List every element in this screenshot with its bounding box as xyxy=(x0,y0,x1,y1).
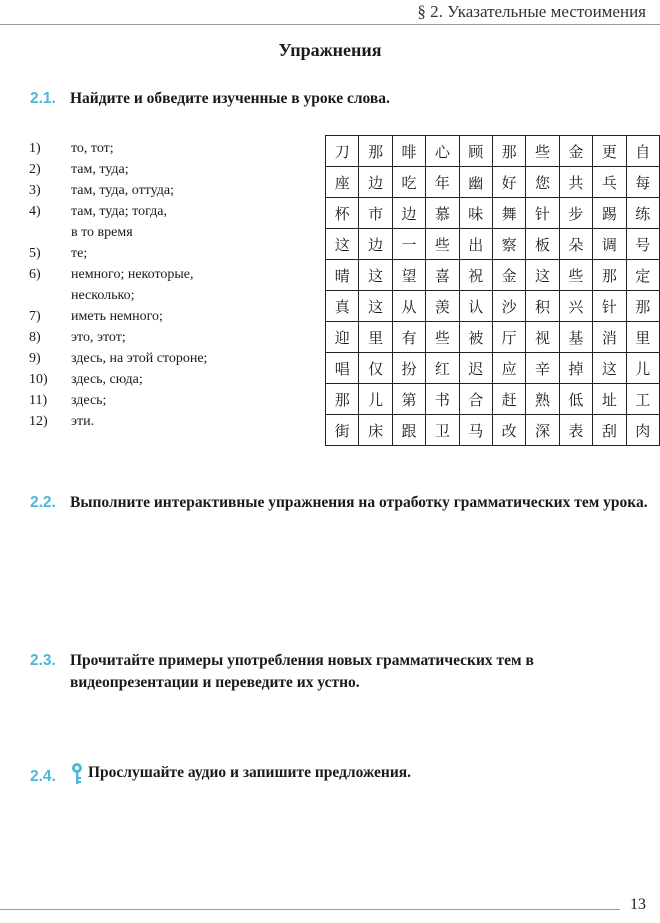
word-list-item xyxy=(29,264,291,285)
word-list-meaning: в то время xyxy=(71,225,133,240)
word-list-meaning: иметь немного; xyxy=(71,309,163,324)
grid-cell[interactable]: 这 xyxy=(359,291,392,322)
grid-row xyxy=(326,415,660,446)
exercise-instruction: Прочитайте примеры употребления новых грамматических тем в видеопрезентации и переведите их устно. xyxy=(70,652,534,691)
grid-cell[interactable]: 心 xyxy=(426,136,459,167)
word-list-item xyxy=(29,348,291,369)
grid-row xyxy=(326,136,660,167)
grid-cell[interactable]: 出 xyxy=(459,229,492,260)
grid-cell[interactable]: 那 xyxy=(593,260,626,291)
word-list-number xyxy=(29,285,71,306)
word-list-item xyxy=(29,285,291,306)
grid-cell[interactable]: 书 xyxy=(426,384,459,415)
grid-cell[interactable]: 边 xyxy=(359,167,392,198)
grid-cell[interactable]: 真 xyxy=(326,291,359,322)
grid-cell[interactable]: 这 xyxy=(326,229,359,260)
grid-cell[interactable]: 认 xyxy=(459,291,492,322)
grid-cell[interactable]: 兴 xyxy=(559,291,592,322)
grid-cell[interactable]: 共 xyxy=(559,167,592,198)
word-list-number xyxy=(29,222,71,243)
grid-cell[interactable]: 从 xyxy=(392,291,425,322)
word-list-number: 9) xyxy=(29,351,41,366)
grid-cell[interactable]: 朵 xyxy=(559,229,592,260)
grid-cell[interactable]: 望 xyxy=(392,260,425,291)
grid-cell[interactable]: 辛 xyxy=(526,353,559,384)
grid-cell[interactable]: 边 xyxy=(359,229,392,260)
word-list xyxy=(29,138,291,432)
grid-cell[interactable]: 被 xyxy=(459,322,492,353)
grid-cell[interactable]: 市 xyxy=(359,198,392,229)
word-list-number: 7) xyxy=(29,309,41,324)
grid-row xyxy=(326,229,660,260)
grid-cell[interactable]: 这 xyxy=(526,260,559,291)
grid-row xyxy=(326,260,660,291)
word-list-item xyxy=(29,390,291,411)
grid-cell[interactable]: 这 xyxy=(593,353,626,384)
grid-cell[interactable]: 深 xyxy=(526,415,559,446)
word-list-meaning: те; xyxy=(71,246,88,261)
grid-cell[interactable]: 马 xyxy=(459,415,492,446)
grid-cell[interactable]: 味 xyxy=(459,198,492,229)
footer-rule xyxy=(0,909,620,910)
grid-cell[interactable]: 喜 xyxy=(426,260,459,291)
grid-cell[interactable]: 扮 xyxy=(392,353,425,384)
word-list-number: 12) xyxy=(29,414,48,429)
grid-cell[interactable]: 好 xyxy=(492,167,525,198)
word-list-item xyxy=(29,369,291,390)
word-list-meaning: эти. xyxy=(71,414,95,429)
grid-cell[interactable]: 刀 xyxy=(326,136,359,167)
grid-cell[interactable]: 掉 xyxy=(559,353,592,384)
grid-cell[interactable]: 杯 xyxy=(326,198,359,229)
word-list-meaning: здесь; xyxy=(71,393,107,408)
word-list-meaning: немного; некоторые, xyxy=(71,267,194,282)
exercise-2-1 xyxy=(30,88,390,110)
grid-cell[interactable]: 消 xyxy=(593,322,626,353)
word-list-number: 11) xyxy=(29,393,48,408)
word-list-item xyxy=(29,327,291,348)
grid-cell[interactable]: 些 xyxy=(526,136,559,167)
grid-cell[interactable]: 板 xyxy=(526,229,559,260)
grid-cell[interactable]: 那 xyxy=(326,384,359,415)
grid-cell[interactable]: 这 xyxy=(359,260,392,291)
word-list-number: 1) xyxy=(29,141,41,156)
word-list-meaning: это, этот; xyxy=(71,330,126,345)
grid-cell[interactable]: 合 xyxy=(459,384,492,415)
word-list-item xyxy=(29,201,291,222)
section-title: Упражнения xyxy=(278,40,382,60)
grid-row xyxy=(326,384,660,415)
grid-cell[interactable]: 那 xyxy=(626,291,659,322)
grid-cell[interactable]: 里 xyxy=(359,322,392,353)
grid-cell[interactable]: 步 xyxy=(559,198,592,229)
key-icon xyxy=(70,762,84,793)
grid-cell[interactable]: 基 xyxy=(559,322,592,353)
word-list-number: 6) xyxy=(29,267,41,282)
word-list-item xyxy=(29,306,291,327)
grid-cell[interactable]: 边 xyxy=(392,198,425,229)
grid-cell[interactable]: 些 xyxy=(559,260,592,291)
exercise-instruction: Прослушайте аудио и запишите предложения. xyxy=(88,764,412,781)
grid-cell[interactable]: 工 xyxy=(626,384,659,415)
grid-cell[interactable]: 座 xyxy=(326,167,359,198)
grid-cell[interactable]: 一 xyxy=(392,229,425,260)
word-list-number: 4) xyxy=(29,204,41,219)
grid-row xyxy=(326,353,660,384)
exercise-number: 2.1. xyxy=(30,90,56,107)
grid-cell[interactable]: 察 xyxy=(492,229,525,260)
grid-cell[interactable]: 幽 xyxy=(459,167,492,198)
grid-cell[interactable]: 针 xyxy=(593,291,626,322)
grid-cell[interactable]: 迟 xyxy=(459,353,492,384)
grid-cell[interactable]: 视 xyxy=(526,322,559,353)
grid-cell[interactable]: 些 xyxy=(426,229,459,260)
grid-cell[interactable]: 舞 xyxy=(492,198,525,229)
grid-cell[interactable]: 顾 xyxy=(459,136,492,167)
grid-cell[interactable]: 改 xyxy=(492,415,525,446)
grid-cell[interactable]: 些 xyxy=(426,322,459,353)
word-list-number: 5) xyxy=(29,246,41,261)
word-list-item xyxy=(29,138,291,159)
grid-cell[interactable]: 第 xyxy=(392,384,425,415)
grid-cell[interactable]: 红 xyxy=(426,353,459,384)
grid-cell[interactable]: 号 xyxy=(626,229,659,260)
grid-cell[interactable]: 积 xyxy=(526,291,559,322)
grid-cell[interactable]: 表 xyxy=(559,415,592,446)
grid-cell[interactable]: 更 xyxy=(593,136,626,167)
grid-cell[interactable]: 卫 xyxy=(426,415,459,446)
grid-cell[interactable]: 刮 xyxy=(593,415,626,446)
grid-cell[interactable]: 金 xyxy=(492,260,525,291)
exercise-2-2 xyxy=(30,492,650,514)
grid-cell[interactable]: 肉 xyxy=(626,415,659,446)
word-list-item xyxy=(29,243,291,264)
running-head: § 2. Указательные местоимения xyxy=(417,2,646,21)
grid-cell[interactable]: 定 xyxy=(626,260,659,291)
grid-cell[interactable]: 沙 xyxy=(492,291,525,322)
grid-cell[interactable]: 厅 xyxy=(492,322,525,353)
word-list-item xyxy=(29,180,291,201)
grid-cell[interactable]: 那 xyxy=(492,136,525,167)
grid-row xyxy=(326,291,660,322)
word-list-number: 3) xyxy=(29,183,41,198)
grid-cell[interactable]: 乓 xyxy=(593,167,626,198)
grid-cell[interactable]: 每 xyxy=(626,167,659,198)
grid-cell[interactable]: 针 xyxy=(526,198,559,229)
grid-cell[interactable]: 晴 xyxy=(326,260,359,291)
grid-cell[interactable]: 仅 xyxy=(359,353,392,384)
grid-cell[interactable]: 啡 xyxy=(392,136,425,167)
word-list-meaning: несколько; xyxy=(71,288,135,303)
grid-cell[interactable]: 儿 xyxy=(626,353,659,384)
grid-cell[interactable]: 您 xyxy=(526,167,559,198)
grid-cell[interactable]: 唱 xyxy=(326,353,359,384)
grid-cell[interactable]: 床 xyxy=(359,415,392,446)
grid-cell[interactable]: 练 xyxy=(626,198,659,229)
word-list-number: 10) xyxy=(29,372,48,387)
exercise-instruction: Найдите и обведите изученные в уроке слова. xyxy=(70,90,390,107)
word-list-meaning: там, туда, оттуда; xyxy=(71,183,174,198)
grid-cell[interactable]: 金 xyxy=(559,136,592,167)
grid-cell[interactable]: 街 xyxy=(326,415,359,446)
grid-cell[interactable]: 踢 xyxy=(593,198,626,229)
word-list-number: 8) xyxy=(29,330,41,345)
grid-cell[interactable]: 低 xyxy=(559,384,592,415)
grid-cell[interactable]: 儿 xyxy=(359,384,392,415)
grid-cell[interactable]: 熟 xyxy=(526,384,559,415)
grid-row xyxy=(326,198,660,229)
word-list-item xyxy=(29,159,291,180)
grid-cell[interactable]: 自 xyxy=(626,136,659,167)
word-list-item xyxy=(29,411,291,432)
exercise-number: 2.4. xyxy=(30,768,56,786)
exercise-2-4 xyxy=(30,762,411,793)
grid-row xyxy=(326,322,660,353)
grid-cell[interactable]: 应 xyxy=(492,353,525,384)
exercise-instruction: Выполните интерактивные упражнения на отработку грамматических тем урока. xyxy=(70,494,648,511)
header-rule xyxy=(0,24,660,25)
word-list-meaning: там, туда; xyxy=(71,162,129,177)
grid-cell[interactable]: 有 xyxy=(392,322,425,353)
grid-cell[interactable]: 址 xyxy=(593,384,626,415)
grid-cell[interactable]: 赶 xyxy=(492,384,525,415)
word-list-number: 2) xyxy=(29,162,41,177)
grid-cell[interactable]: 迎 xyxy=(326,322,359,353)
grid-cell[interactable]: 慕 xyxy=(426,198,459,229)
word-list-meaning: то, тот; xyxy=(71,141,114,156)
grid-cell[interactable]: 祝 xyxy=(459,260,492,291)
grid-cell[interactable]: 吃 xyxy=(392,167,425,198)
grid-cell[interactable]: 跟 xyxy=(392,415,425,446)
grid-cell[interactable]: 里 xyxy=(626,322,659,353)
exercise-2-3 xyxy=(30,650,550,694)
grid-row xyxy=(326,167,660,198)
word-list-meaning: здесь, сюда; xyxy=(71,372,143,387)
word-list-meaning: там, туда; тогда, xyxy=(71,204,167,219)
exercise-number: 2.3. xyxy=(30,652,56,669)
grid-cell[interactable]: 年 xyxy=(426,167,459,198)
word-list-meaning: здесь, на этой стороне; xyxy=(71,351,208,366)
exercise-number: 2.2. xyxy=(30,494,56,511)
grid-cell[interactable]: 那 xyxy=(359,136,392,167)
grid-cell[interactable]: 调 xyxy=(593,229,626,260)
character-grid xyxy=(325,135,660,446)
page-number: 13 xyxy=(630,896,646,913)
grid-cell[interactable]: 羡 xyxy=(426,291,459,322)
word-list-item xyxy=(29,222,291,243)
